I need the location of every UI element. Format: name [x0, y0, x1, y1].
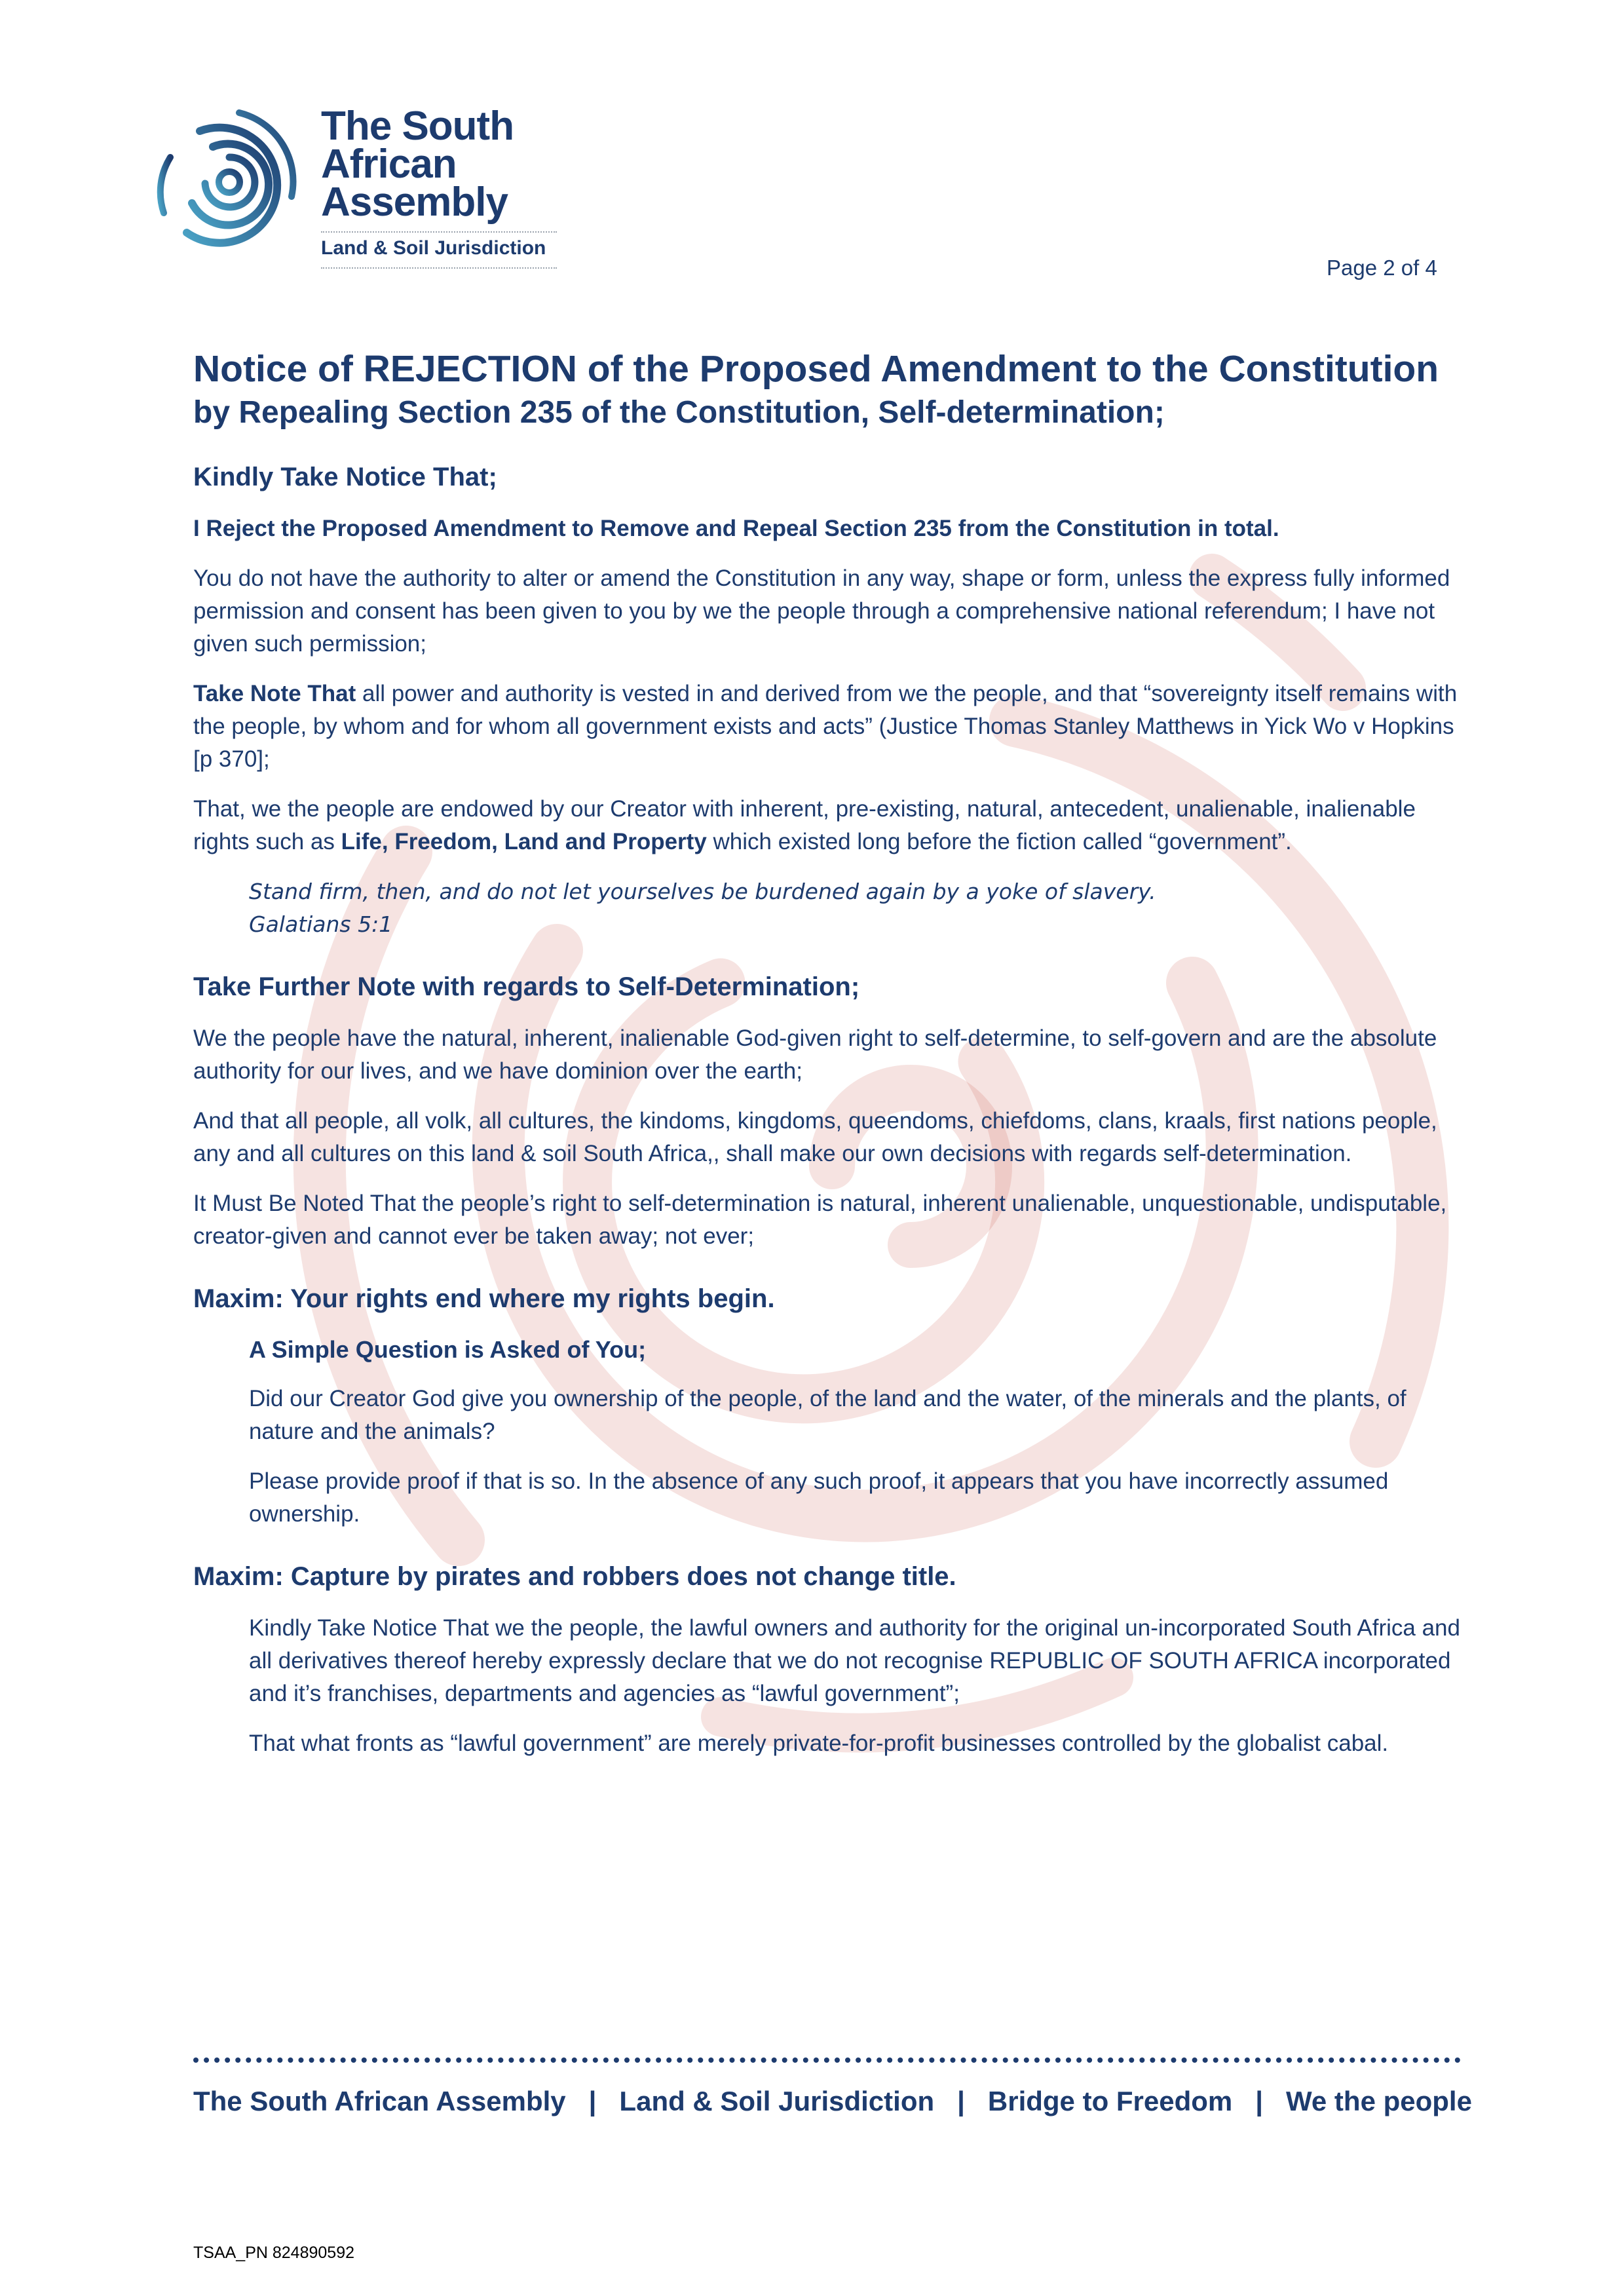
logo-title-line3: Assembly	[321, 180, 508, 225]
logo-title-line1: The South	[321, 104, 514, 149]
document-subtitle: by Repealing Section 235 of the Constitution, Self-determination;	[193, 395, 1165, 430]
scripture-quote	[249, 875, 1477, 941]
section-heading-maxim-title: Maxim: Capture by pirates and robbers does not change title.	[193, 1562, 956, 1591]
paragraph-ownership-question: Did our Creator God give you ownership of the people, of the land and the water, of the minerals and the plants, of nature and the animals?	[249, 1386, 1407, 1444]
section-heading-notice: Kindly Take Notice That;	[193, 463, 497, 491]
logo-title-line2: African	[321, 142, 457, 187]
document-title: Notice of REJECTION of the Proposed Amendment to the Constitution	[193, 348, 1439, 390]
footer-tagline: The South African Assembly | Land & Soil Jurisdiction | Bridge to Freedom | We the people	[193, 2086, 1472, 2116]
paragraph-provide-proof: Please provide proof if that is so. In the absence of any such proof, it appears that you have incorrectly assumed ownership.	[249, 1468, 1389, 1527]
section-heading-self-determination: Take Further Note with regards to Self-Determination;	[193, 972, 860, 1001]
subheading-simple-question: A Simple Question is Asked of You;	[249, 1336, 647, 1363]
rights-emphasis: Life, Freedom, Land and Property	[341, 829, 707, 854]
logo-divider-bottom	[321, 267, 557, 269]
rights-text-b: which existed long before the fiction called “government”.	[706, 829, 1292, 854]
rejection-statement: I Reject the Proposed Amendment to Remove and Repeal Section 235 from the Constitution in total.	[193, 516, 1279, 541]
paragraph-authority: You do not have the authority to alter or amend the Constitution in any way, shape or form, unless the express fully informed permission and consent has been given to you by we the people through a comprehensive national referendum; I have not given such permission;	[193, 565, 1450, 657]
document-reference-id: TSAA_PN 824890592	[193, 2244, 355, 2262]
footer-divider	[193, 2057, 1461, 2063]
take-note-label: Take Note That	[193, 681, 356, 706]
paragraph-must-be-noted: It Must Be Noted That the people’s right to self-determination is natural, inherent unalienable, unquestionable, undisputable, creator-given and cannot ever be taken away; not ever;	[193, 1191, 1447, 1249]
document-body	[193, 346, 1477, 1777]
section-heading-maxim-rights: Maxim: Your rights end where my rights begin.	[193, 1284, 775, 1313]
paragraph-self-govern: We the people have the natural, inherent, inalienable God-given right to self-determine, to self-govern and are the absolute authority for our lives, and we have dominion over the earth;	[193, 1025, 1437, 1084]
logo-subtitle: Land & Soil Jurisdiction	[321, 237, 546, 259]
quote-reference: Galatians 5:1	[249, 911, 393, 937]
assembly-logo	[134, 98, 567, 282]
paragraph-lawful-owners: Kindly Take Notice That we the people, the lawful owners and authority for the original un-incorporated South Africa and all derivatives thereof hereby expressly declare that we do not recognise REPUBLIC OF SOUTH AFRICA incorporated and it’s franchises, departments and agencies as “lawful government”;	[249, 1615, 1460, 1706]
paragraph-take-note	[193, 678, 1477, 776]
paragraph-all-people: And that all people, all volk, all cultures, the kindoms, kingdoms, queendoms, chiefdoms, clans, kraals, first nations people, any and all cultures on this land & soil South Africa,, shall make our own decisions with regards self-determination.	[193, 1108, 1437, 1166]
paragraph-rights	[193, 793, 1477, 858]
rights-text-a: That, we the people are endowed by our Creator with inherent, pre-existing, natural, antecedent, unalienable, inalienable rights such as	[193, 796, 1416, 854]
spiral-logo-icon	[134, 98, 305, 269]
paragraph-private-business: That what fronts as “lawful government” are merely private-for-profit businesses controlled by the globalist cabal.	[249, 1731, 1389, 1756]
take-note-text: all power and authority is vested in and derived from we the people, and that “sovereignty itself remains with the people, by whom and for whom all government exists and acts” (Justice Thomas Stanley Matthews in Yick Wo v Hopkins [p 370];	[193, 681, 1458, 772]
page-number: Page 2 of 4	[1327, 256, 1437, 280]
quote-text: Stand firm, then, and do not let yourselves be burdened again by a yoke of slavery.	[249, 879, 1156, 904]
logo-divider-top	[321, 231, 557, 233]
